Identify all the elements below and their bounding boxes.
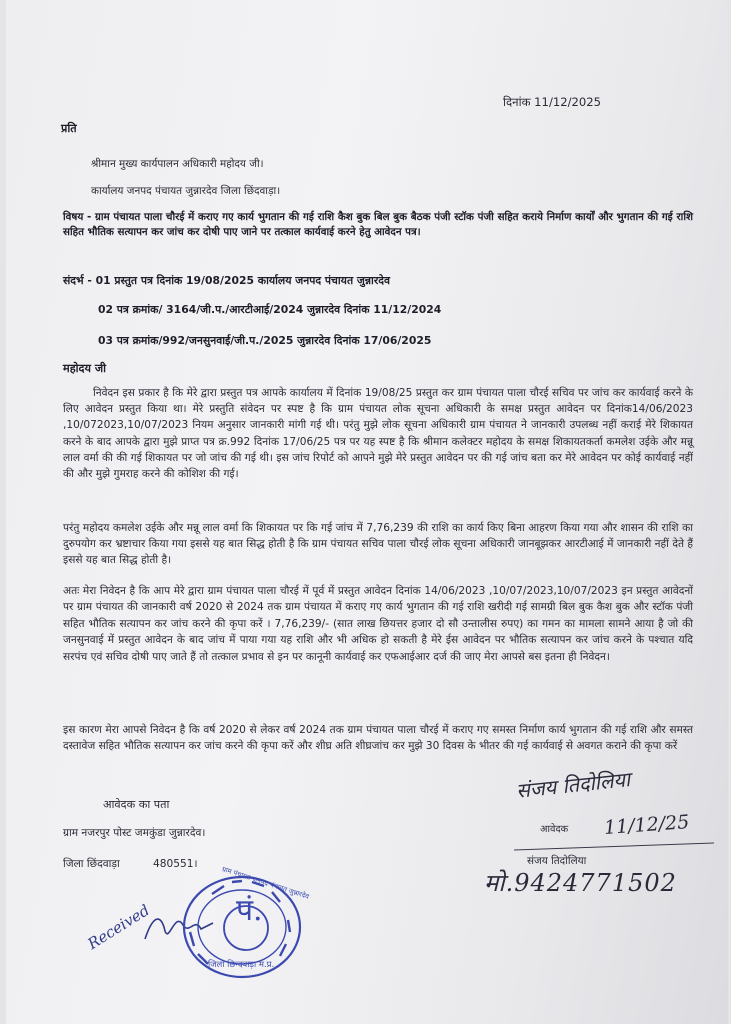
seal-bottom-text: जिला छिन्दवाड़ा म.प्र. [208,960,275,970]
reference-3: 03 पत्र क्रमांक/992/जनसुनवाई/जी.प./2025 जुन्नारदेव दिनांक 17/06/2025 [98,334,432,347]
address-pincode: 480551। [153,858,198,870]
letter-date: दिनांक 11/12/2025 [503,95,602,109]
reference-1: संदर्भ - 01 प्रस्तुत पत्र दिनांक 19/08/2025 कार्यालय जनपद पंचायत जुन्नारदेव [63,274,390,287]
reference-2: 02 पत्र क्रमांक/ 3164/जी.प./आरटीआई/2024 जुन्नारदेव दिनांक 11/12/2024 [98,303,442,316]
letter-page [6,0,728,1024]
recipient-line-1: श्रीमान मुख्य कार्यपालन अधिकारी महोदय जी। [91,158,264,170]
subject-line: विषय - ग्राम पंचायत पाला चौरई में कराए गए कार्य भुगतान की गई राशि कैश बुक बिल बुक बैठक पंजी स्टॉक पंजी सहित कराये निर्माण कार्यों और भुगतान की गई राशि सहित भौतिक सत्यापन कर जांच कर दोषी पाए जाने पर तत्काल कार्यवाई करने हेतु आवेदन पत्र। [63,211,693,238]
recipient-line-2: कार्यालय जनपद पंचायत जुन्नारदेव जिला छिंदवाड़ा। [91,185,281,197]
handwritten-sign-date: 11/12/25 [603,811,691,839]
seal-center-text: पं. [236,893,263,928]
address-line-2: जिला छिंदवाड़ा [63,858,120,870]
handwritten-received: Received [84,901,153,953]
signature-underline [514,843,714,851]
salutation: महोदय जी [63,362,107,375]
paragraph-4: इस कारण मेरा आपसे निवेदन है कि वर्ष 2020 से लेकर वर्ष 2024 तक ग्राम पंचायत पाला चौरई में कराए गए समस्त निर्माण कार्य भुगतान की गई राशि और समस्त दस्तावेज सहित भौतिक सत्यापन कर जांच करने की कृपा करें और शीघ्र अति शीघ्रजांच कर मुझे 30 दिवस के भीतर की गई कार्यवाई से अवगत कराने की कृपा करें [63,724,693,753]
address-line-1: ग्राम नजरपुर पोस्ट जमकुंडा जुन्नारदेव। [63,827,206,839]
paragraph-2: परंतु महोदय कमलेश उईके और मन्नू लाल वर्मा कि शिकायत पर कि गई जांच में 7,76,239 की राशि का कार्य किए बिना आहरण किया गया और शासन की राशि का दुरुपयोग कर भ्रष्टाचार किया गया इससे यह बात सिद्ध होती है कि ग्राम पंचायत सचिव पाला चौरई लोक सूचना अधिकारी जानबूझकर आरटीआई में जानकारी नहीं देते हैं इससे यह बात सिद्ध होती है। [63,522,693,567]
handwritten-signature: संजय तिदोलिया [515,767,632,803]
applicant-name: संजय तिदोलिया [527,855,587,867]
prati-label: प्रति [61,122,77,135]
seal-outer-text: ग्राम पंचायत जनपद पंचायत जुन्नारदेव [220,865,310,901]
applicant-label: आवेदक [540,824,569,835]
paragraph-1: निवेदन इस प्रकार है कि मेरे द्वारा प्रस्तुत पत्र आपके कार्यालय में दिनांक 19/08/25 प्रस्तुत कर ग्राम पंचायत पाला चौरई सचिव पर जांच कर कार्यवाई करने के लिए आवेदन प्रस्तुत किया था। मेरे प्रस्तुति संवेदन पर स्पष्ट है कि ग्राम पंचायत लोक सूचना अधिकारी के समक्ष प्रस्तुत आवेदन पर दिनांक14/06/2023 ,10/072023,10/07/2023 नियम अनुसार जानकारी मांगी गई थी। परंतु मुझे लोक सूचना अधिकारी ग्राम पंचायत ने जानकारी उपलब्ध नहीं कराई मेरे शिकायत करने के बाद आपके द्वारा मुझे प्राप्त पत्र क्र.992 दिनांक 17/06/25 पत्र पर यह स्पष्ट है कि श्रीमान कलेक्टर महोदय के समक्ष शिकायतकर्ता कमलेश उईके और मन्नू लाल वर्मा की की गई शिकायत पर जो जांच की गई थी। इस जांच रिपोर्ट को आपने मुझे मेरे प्रस्तुत आवेदन पर की गई जांच बता कर मेरे आवेदन पर कोई कार्यवाई नहीं की और मुझे गुमराह करने की कोशिश की गई। [63,387,693,481]
address-heading: आवेदक का पता [103,798,170,811]
paragraph-3: अतः मेरा निवेदन है कि आप मेरे द्वारा ग्राम पंचायत पाला चौरई में पूर्व में प्रस्तुत आवेदन दिनांक 14/06/2023 ,10/07/2023,10/07/2023 इन प्रस्तुत आवेदनों पर ग्राम पंचायत की जानकारी वर्ष 2020 से 2024 तक ग्राम पंचायत में कराए गए कार्य भुगतान की गई राशि खरीदी गई सामग्री बिल बुक कैश बुक और स्टॉक पंजी सहित भौतिक सत्यापन कर जांच करने की कृपा करें । 7,76,239/- (सात लाख छियत्तर हजार दो सौ उन्तालीस रुपए) का गमन का मामला सामने आया है जो की जनसुनवाई में प्रस्तुत आवेदन के बाद जांच में पाया गया यह राशि और भी अधिक हो सकती है मेरे ईस आवेदन पर भौतिक सत्यापन कर जांच करने के पश्चात यदि सरपंच एवं सचिव दोषी पाए जाते हैं तो तत्काल प्रभाव से इन पर कानूनी कार्यवाई कर एफआईआर दर्ज की जाए मेरा आपसे बस इतना ही निवेदन। [63,585,693,663]
handwritten-mobile: मो.9424771502 [484,869,677,897]
